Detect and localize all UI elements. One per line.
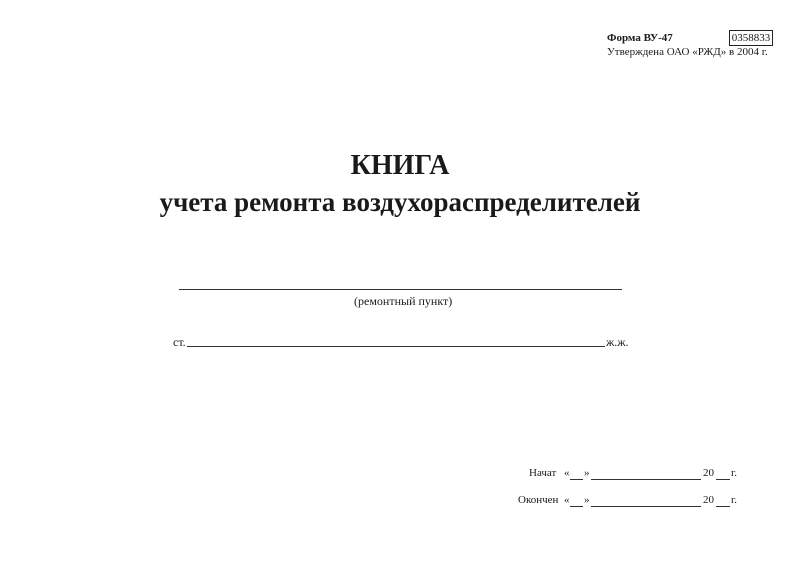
- book-subtitle: учета ремонта воздухораспределителей: [159, 187, 641, 217]
- station-suffix: ж.ж.: [606, 335, 629, 349]
- finished-close-quote: »: [584, 494, 590, 506]
- started-day-line: [570, 479, 583, 480]
- started-year-line: [716, 479, 730, 480]
- repair-point-caption: (ремонтный пункт): [354, 294, 453, 308]
- finished-year-suffix: г.: [731, 494, 738, 506]
- finished-year-line: [716, 506, 730, 507]
- started-month-line: [591, 479, 701, 480]
- approval-note: Утверждена ОАО «РЖД» в 2004 г.: [607, 46, 768, 58]
- started-open-quote: «: [564, 467, 570, 479]
- station-line: [187, 346, 605, 347]
- finished-day-line: [570, 506, 583, 507]
- book-title: КНИГА: [350, 150, 450, 181]
- finished-century: 20: [703, 494, 714, 506]
- finished-open-quote: «: [564, 494, 570, 506]
- started-close-quote: »: [584, 467, 590, 479]
- station-prefix: ст.: [173, 335, 186, 349]
- form-code: Форма ВУ-47: [607, 32, 673, 44]
- finished-label: Окончен: [518, 494, 559, 506]
- started-year-suffix: г.: [731, 467, 738, 479]
- form-number-box: 0358833: [729, 30, 773, 46]
- started-label: Начат: [529, 467, 557, 479]
- started-century: 20: [703, 467, 714, 479]
- finished-month-line: [591, 506, 701, 507]
- repair-point-line: [179, 289, 622, 290]
